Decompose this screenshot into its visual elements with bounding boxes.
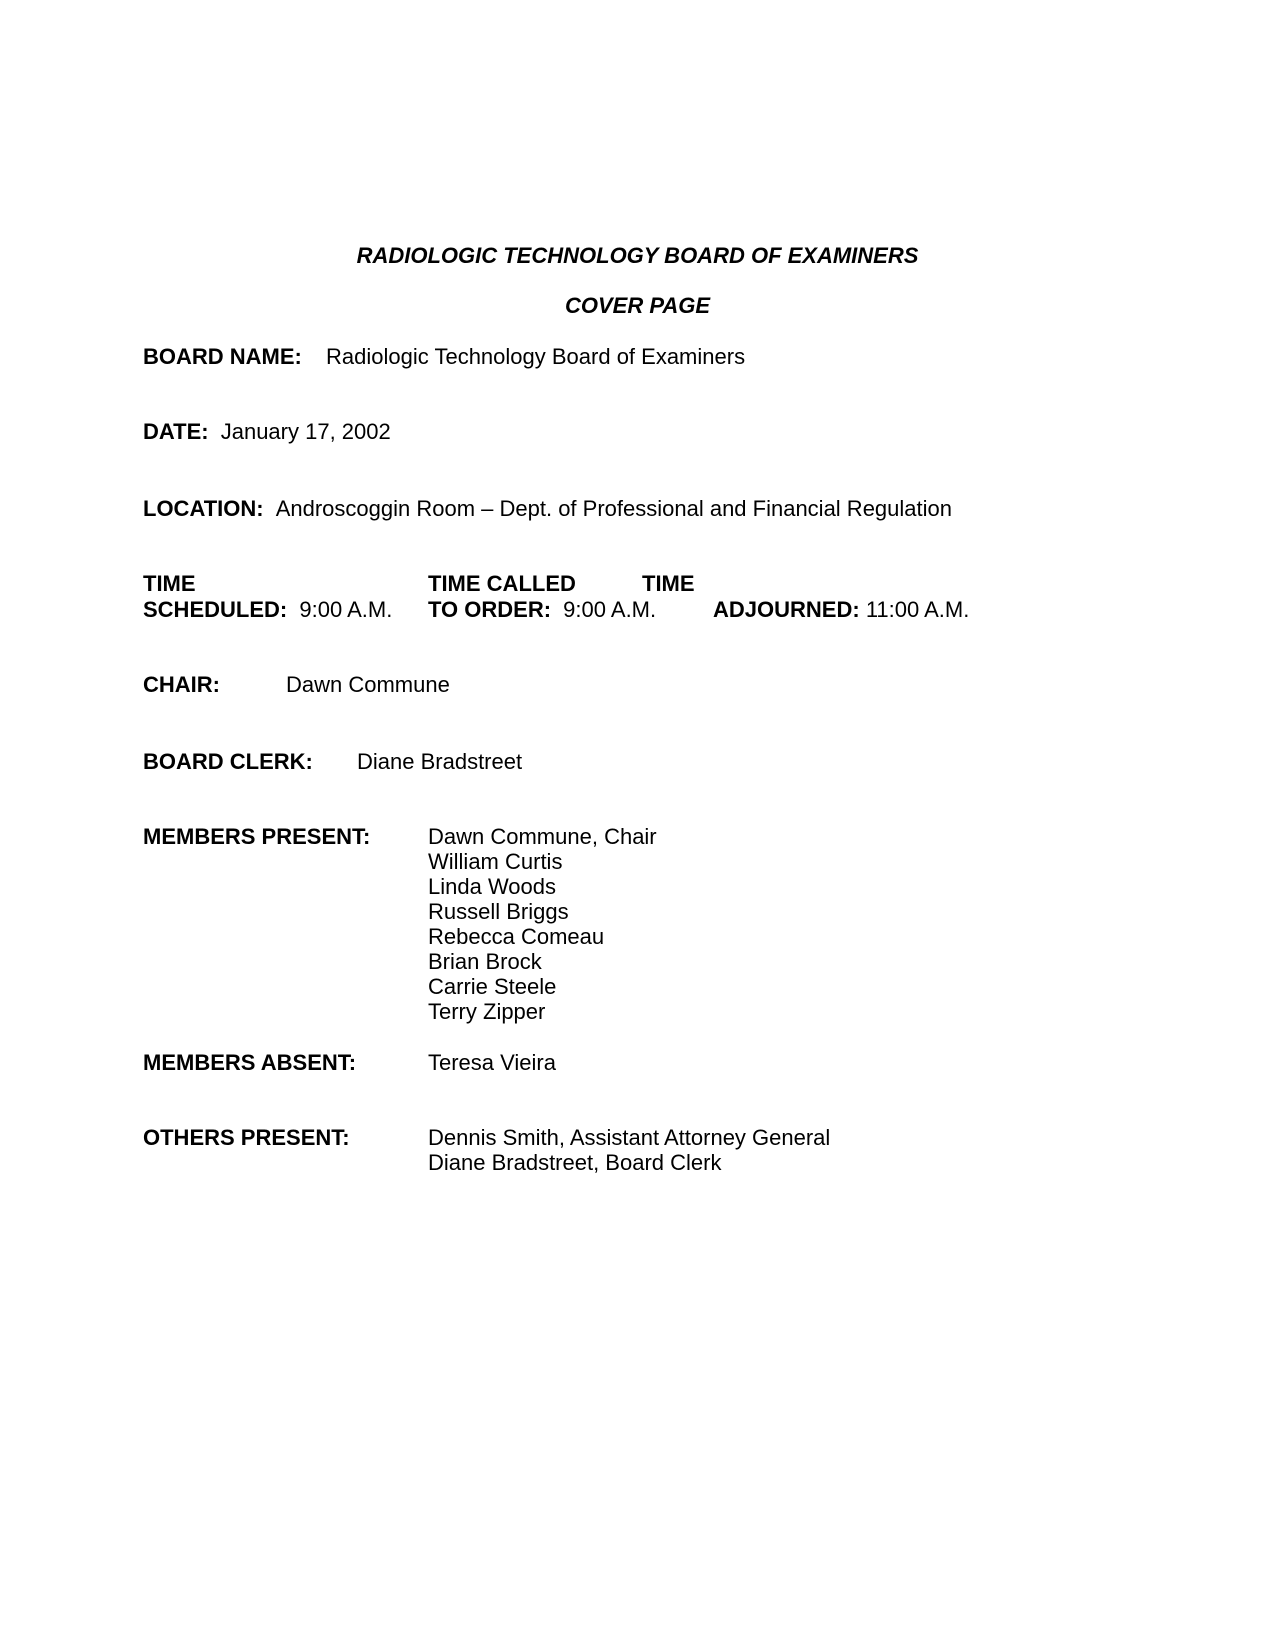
time-adjourned-label-2: ADJOURNED: xyxy=(713,597,860,622)
members-present-list xyxy=(428,824,657,1024)
members-absent-label: MEMBERS ABSENT: xyxy=(143,1050,357,1075)
time-adjourned-row xyxy=(713,597,969,622)
time-called-value: 9:00 A.M. xyxy=(563,597,657,622)
board-clerk-value: Diane Bradstreet xyxy=(357,749,523,774)
list-item: Diane Bradstreet, Board Clerk xyxy=(428,1150,722,1175)
time-called-label-1: TIME CALLED xyxy=(428,571,576,596)
time-adjourned-value: 11:00 A.M. xyxy=(865,597,970,622)
list-item: Carrie Steele xyxy=(428,974,557,999)
time-scheduled-value: 9:00 A.M. xyxy=(299,597,393,622)
list-item: William Curtis xyxy=(428,849,563,874)
board-clerk-label: BOARD CLERK: xyxy=(143,749,313,774)
members-absent-list xyxy=(428,1050,556,1075)
time-called-row xyxy=(428,597,656,622)
time-scheduled-label-2: SCHEDULED: xyxy=(143,597,288,622)
time-called-label-2: TO ORDER: xyxy=(428,597,552,622)
list-item: Dennis Smith, Assistant Attorney General xyxy=(428,1125,831,1150)
location-label: LOCATION: xyxy=(143,496,264,521)
time-scheduled-row xyxy=(143,597,392,622)
list-item: Rebecca Comeau xyxy=(428,924,605,949)
date-row xyxy=(143,419,391,444)
document-subtitle: COVER PAGE xyxy=(564,293,711,318)
list-item: Dawn Commune, Chair xyxy=(428,824,657,849)
chair-value: Dawn Commune xyxy=(286,672,450,697)
others-present-label: OTHERS PRESENT: xyxy=(143,1125,350,1150)
board-name-row xyxy=(143,344,745,369)
board-name-value: Radiologic Technology Board of Examiners xyxy=(326,344,746,369)
time-scheduled-label-1: TIME xyxy=(143,571,196,596)
chair-label: CHAIR: xyxy=(143,672,220,697)
location-row xyxy=(143,496,952,521)
list-item: Teresa Vieira xyxy=(428,1050,556,1075)
list-item: Linda Woods xyxy=(428,874,557,899)
date-value: January 17, 2002 xyxy=(220,419,391,444)
time-adjourned-label-1: TIME xyxy=(642,571,695,596)
document-title: RADIOLOGIC TECHNOLOGY BOARD OF EXAMINERS xyxy=(356,243,919,268)
board-name-label: BOARD NAME: xyxy=(143,344,302,369)
list-item: Brian Brock xyxy=(428,949,542,974)
date-label: DATE: xyxy=(143,419,209,444)
location-value: Androscoggin Room – Dept. of Professional and Financial Regulation xyxy=(275,496,952,521)
list-item: Terry Zipper xyxy=(428,999,546,1024)
list-item: Russell Briggs xyxy=(428,899,569,924)
others-present-list xyxy=(428,1125,830,1175)
members-present-label: MEMBERS PRESENT: xyxy=(143,824,371,849)
